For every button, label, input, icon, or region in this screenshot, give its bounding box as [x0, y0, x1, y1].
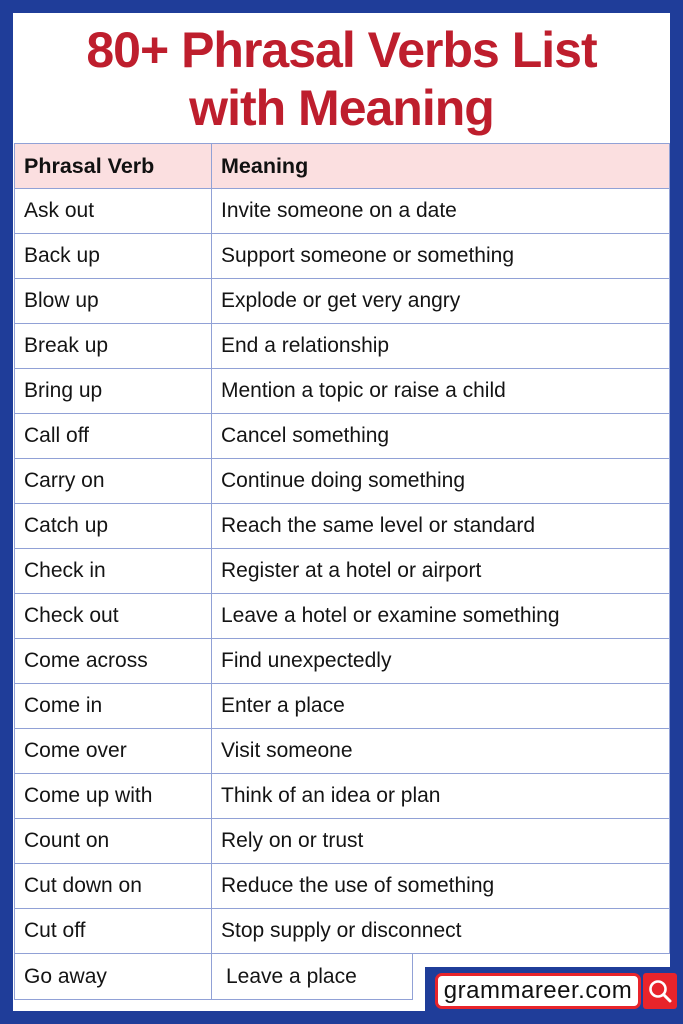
- phrasal-verb-cell: Bring up: [15, 369, 212, 414]
- meaning-cell: Reach the same level or standard: [212, 504, 670, 549]
- phrasal-verb-cell: Call off: [15, 414, 212, 459]
- meaning-cell: Explode or get very angry: [212, 279, 670, 324]
- search-icon: [643, 973, 677, 1009]
- table-row: [15, 729, 670, 774]
- meaning-cell: Leave a hotel or examine something: [212, 594, 670, 639]
- phrasal-verb-cell: Carry on: [15, 459, 212, 504]
- site-badge: [425, 967, 683, 1014]
- phrasal-verb-cell: Come in: [15, 684, 212, 729]
- table-row: [15, 324, 670, 369]
- table-row: [15, 414, 670, 459]
- table-row: [15, 549, 670, 594]
- table-row: [15, 459, 670, 504]
- phrasal-verb-cell: Blow up: [15, 279, 212, 324]
- phrasal-verb-cell: Back up: [15, 234, 212, 279]
- phrasal-verbs-table: [14, 143, 670, 954]
- meaning-cell: Rely on or trust: [212, 819, 670, 864]
- meaning-cell: Continue doing something: [212, 459, 670, 504]
- table-row: [15, 774, 670, 819]
- table-row: [15, 504, 670, 549]
- meaning-cell: Enter a place: [212, 684, 670, 729]
- meaning-cell: Support someone or something: [212, 234, 670, 279]
- site-url: grammareer.com: [435, 973, 641, 1009]
- table-row: [15, 639, 670, 684]
- table-row: [15, 234, 670, 279]
- meaning-cell: Reduce the use of something: [212, 864, 670, 909]
- meaning-cell: Find unexpectedly: [212, 639, 670, 684]
- phrasal-verb-cell: Count on: [15, 819, 212, 864]
- meaning-cell: Invite someone on a date: [212, 189, 670, 234]
- phrasal-verb-cell: Cut down on: [15, 864, 212, 909]
- meaning-cell: Stop supply or disconnect: [212, 909, 670, 954]
- meaning-cell: Think of an idea or plan: [212, 774, 670, 819]
- column-header-meaning: Meaning: [212, 144, 670, 189]
- table-row: [15, 909, 670, 954]
- table-row: [15, 864, 670, 909]
- phrasal-verb-cell: Come up with: [15, 774, 212, 819]
- table-row: [15, 279, 670, 324]
- phrasal-verb-cell: Go away: [15, 954, 212, 999]
- meaning-cell: Register at a hotel or airport: [212, 549, 670, 594]
- phrasal-verb-cell: Check out: [15, 594, 212, 639]
- page-title: [13, 13, 670, 143]
- meaning-cell: End a relationship: [212, 324, 670, 369]
- phrasal-verb-cell: Check in: [15, 549, 212, 594]
- column-header-phrasal-verb: Phrasal Verb: [15, 144, 212, 189]
- phrasal-verb-cell: Catch up: [15, 504, 212, 549]
- page-title-line-2: with Meaning: [189, 80, 494, 136]
- phrasal-verb-cell: Come over: [15, 729, 212, 774]
- meaning-cell: Mention a topic or raise a child: [212, 369, 670, 414]
- page-title-line-1: 80+ Phrasal Verbs List: [86, 22, 597, 78]
- meaning-cell: Visit someone: [212, 729, 670, 774]
- phrasal-verb-cell: Come across: [15, 639, 212, 684]
- table-row: [14, 954, 413, 1000]
- table-row: [15, 819, 670, 864]
- table-header-row: [15, 144, 670, 189]
- phrasal-verb-cell: Break up: [15, 324, 212, 369]
- page: [13, 13, 670, 1011]
- meaning-cell: Cancel something: [212, 414, 670, 459]
- phrasal-verb-cell: Ask out: [15, 189, 212, 234]
- table-row: [15, 684, 670, 729]
- meaning-cell: Leave a place: [212, 954, 413, 999]
- table-row: [15, 189, 670, 234]
- table-row: [15, 369, 670, 414]
- phrasal-verb-cell: Cut off: [15, 909, 212, 954]
- table-row: [15, 594, 670, 639]
